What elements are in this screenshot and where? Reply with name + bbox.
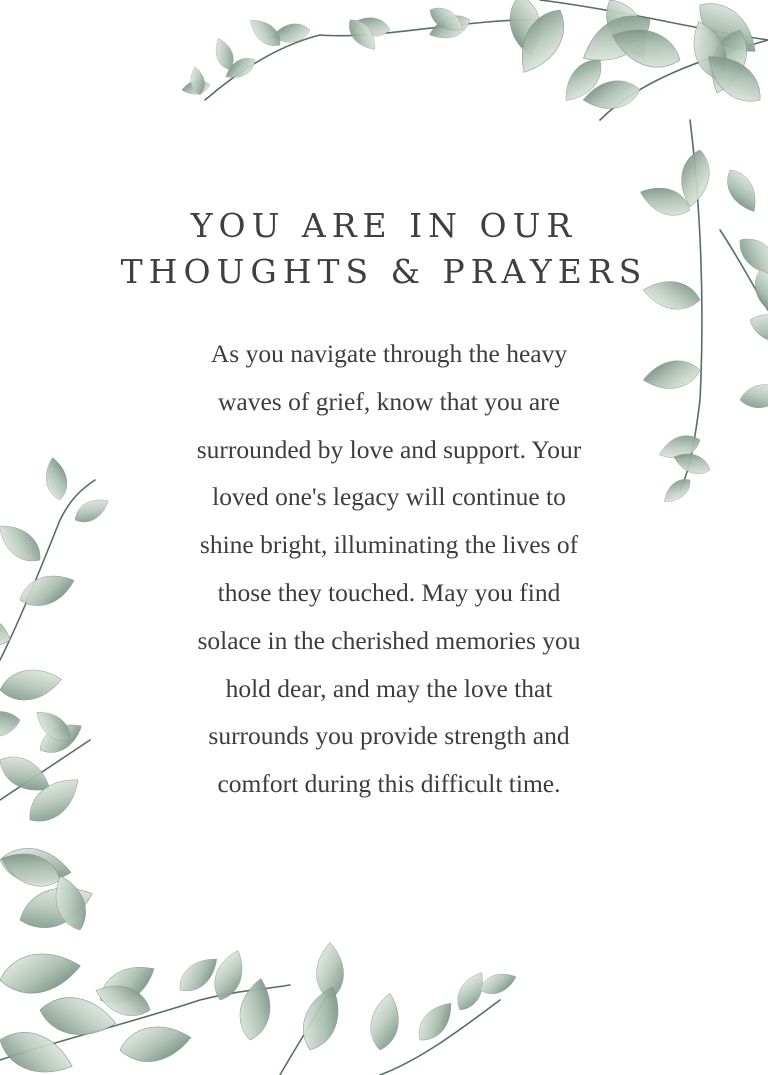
eucalyptus-leaf	[749, 266, 768, 319]
message-line: solace in the cherished memories you	[197, 625, 581, 655]
eucalyptus-leaf	[367, 991, 404, 1052]
eucalyptus-leaf	[14, 877, 98, 937]
eucalyptus-leaf	[746, 308, 768, 349]
eucalyptus-leaf	[0, 517, 48, 570]
eucalyptus-leaf	[43, 456, 70, 502]
eucalyptus-leaf	[70, 493, 112, 528]
message-line: shine bright, illuminating the lives of	[199, 530, 579, 560]
eucalyptus-leaf	[659, 474, 695, 508]
eucalyptus-leaf	[0, 605, 15, 654]
eucalyptus-leaf	[236, 976, 276, 1043]
eucalyptus-leaf	[117, 1021, 194, 1067]
card-title-line-2: THOUGHTS & PRAYERS	[120, 252, 648, 291]
eucalyptus-leaf	[641, 357, 702, 394]
message-line: surrounds you provide strength and	[208, 721, 570, 751]
eucalyptus-leaf	[411, 996, 459, 1047]
message-line: waves of grief, know that you are	[217, 386, 560, 416]
condolence-message	[140, 330, 638, 808]
card-title-line-1: YOU ARE IN OUR	[190, 206, 578, 245]
eucalyptus-leaf	[477, 968, 519, 998]
message-line: hold dear, and may the love that	[225, 673, 553, 703]
eucalyptus-leaf	[0, 708, 22, 742]
eucalyptus-leaf	[720, 164, 764, 217]
eucalyptus-leaf	[0, 947, 84, 999]
message-line: surrounded by love and support. Your	[196, 434, 582, 464]
eucalyptus-leaf	[738, 381, 768, 412]
eucalyptus-leaf	[295, 981, 348, 1055]
message-line: loved one's legacy will continue to	[212, 482, 566, 512]
message-line: As you navigate through the heavy	[210, 339, 568, 368]
message-line: comfort during this difficult time.	[217, 769, 561, 799]
card-title	[60, 203, 708, 295]
eucalyptus-leaf	[208, 946, 249, 1004]
eucalyptus-leaf	[0, 665, 64, 705]
message-line: those they touched. May you find	[217, 577, 561, 607]
